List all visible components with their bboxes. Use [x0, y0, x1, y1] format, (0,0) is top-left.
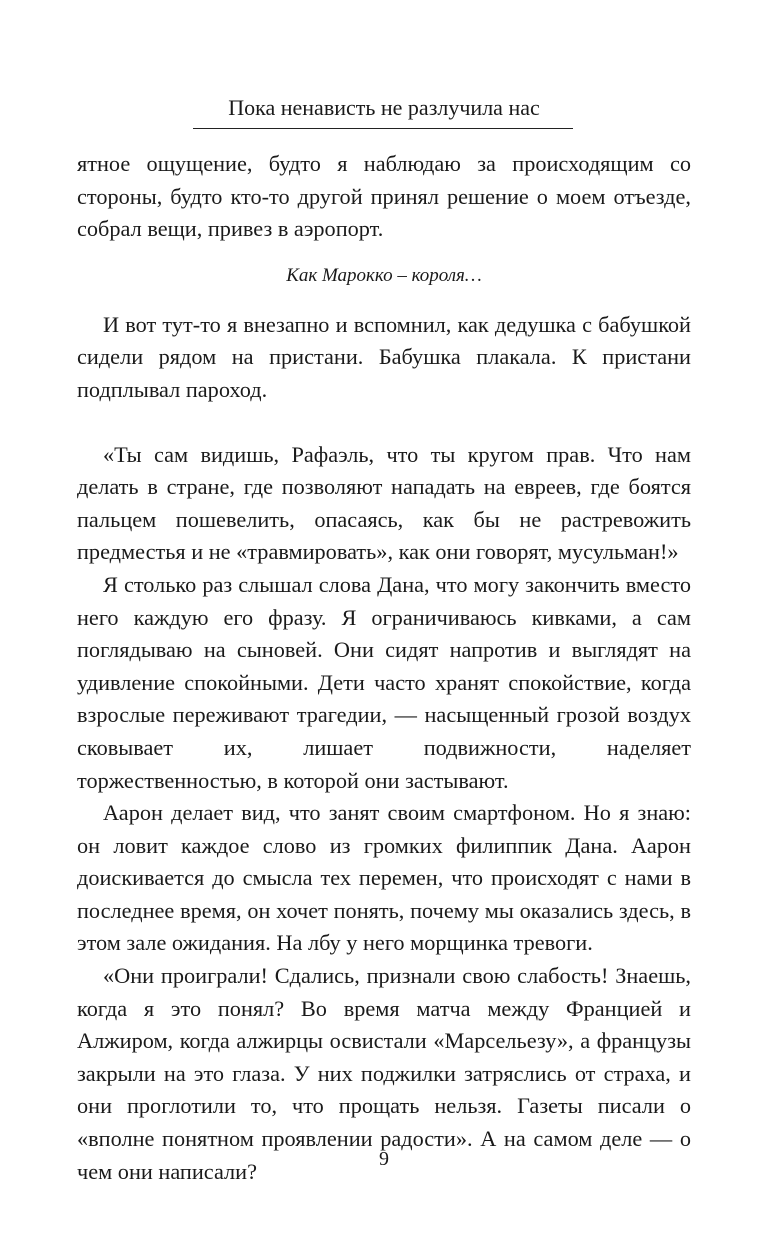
page-number: 9 [379, 1148, 389, 1170]
paragraph-5: Аарон делает вид, что занят своим смартфоном. Но я знаю: он ловит каждое слово из громких филиппик Дана. Аарон доискивается до смысла тех перемен, что происходят с нами в последнее время, он хочет понять, почему мы оказались здесь, в этом зале ожидания. На лбу у него морщинка тревоги. [77, 800, 691, 956]
paragraph-2: И вот тут-то я внезапно и вспомнил, как дедушка с бабушкой сидели рядом на пристани. Бабушка плакала. К пристани подплывал пароход. [77, 311, 691, 402]
paragraph-1: ятное ощущение, будто я наблюдаю за происходящим со стороны, будто кто-то другой принял решение о моем отъезде, собрал вещи, привез в аэропорт. [77, 151, 691, 242]
epigraph: Как Марокко – короля… [286, 264, 482, 286]
paragraph-3: «Ты сам видишь, Рафаэль, что ты кругом прав. Что нам делать в стране, где позволяют нападать на евреев, где боятся пальцем пошевелить, опасаясь, как бы не растревожить предместья и не «травмировать», как они говорят, мусульман!» [77, 441, 691, 565]
paragraph-4: Я столько раз слышал слова Дана, что могу закончить вместо него каждую его фразу. Я ограничиваюсь кивками, а сам поглядываю на сыновей. Они сидят напротив и выглядят на удивление спокойными. Дети часто хранят спокойствие, когда взрослые переживают трагедии, — насыщенный грозой воздух сковывает их, лишает подвижности, наделяет торжественностью, в которой они застывают. [77, 571, 691, 793]
header-rule [193, 128, 573, 129]
paragraph-6: «Они проиграли! Сдались, признали свою слабость! Знаешь, когда я это понял? Во время матча между Францией и Алжиром, когда алжирцы освистали «Марсельезу», а французы закрыли на это глаза. У них поджилки затряслись от страха, и они проглотили то, что прощать нельзя. Газеты писали о «вполне понятном проявлении радости». А на самом деле — о чем они написали? [77, 963, 691, 1184]
body-text [77, 148, 691, 1188]
running-title: Пока ненависть не разлучила нас [228, 95, 540, 120]
